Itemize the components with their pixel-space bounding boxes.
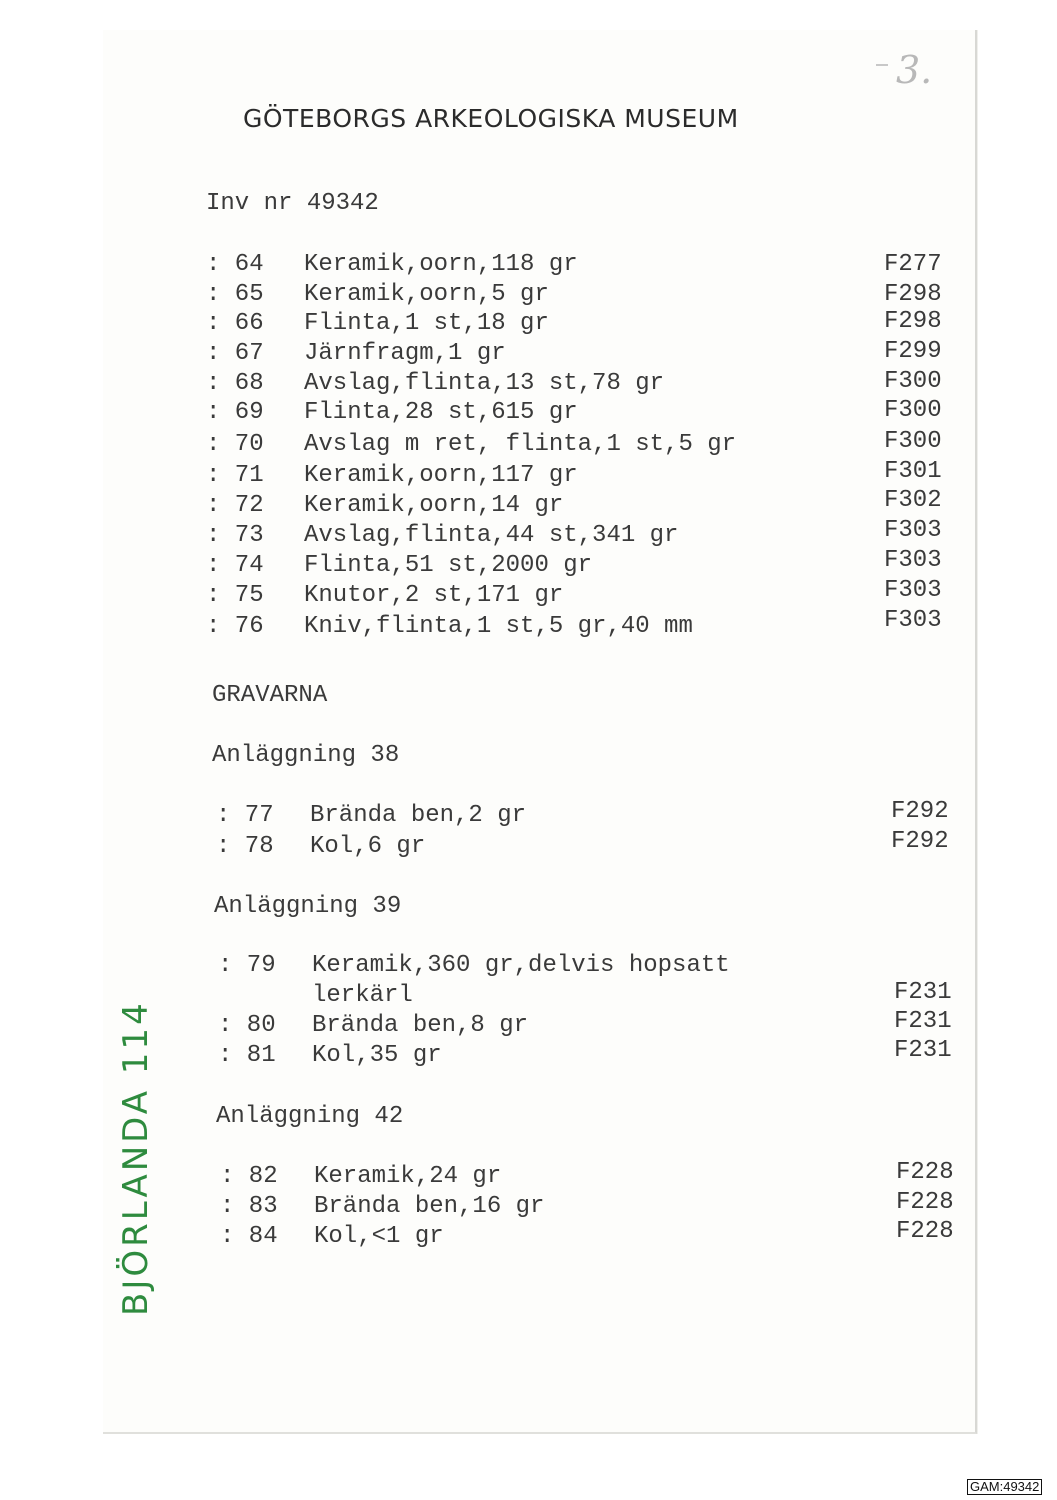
find-code: F302 xyxy=(884,487,942,514)
list-item: : 77 Brända ben,2 gr xyxy=(216,802,527,829)
find-code: F303 xyxy=(884,577,942,604)
list-item: : 72 Keramik,oorn,14 gr xyxy=(206,492,564,519)
find-code: F228 xyxy=(896,1159,954,1186)
list-item: : 71 Keramik,oorn,117 gr xyxy=(206,462,578,489)
find-code: F298 xyxy=(884,281,942,308)
find-code: F299 xyxy=(884,338,942,365)
find-code: F300 xyxy=(884,428,942,455)
subsection-heading: Anläggning 39 xyxy=(214,893,402,920)
find-code: F303 xyxy=(884,517,942,544)
list-item: : 76 Kniv,flinta,1 st,5 gr,40 mm xyxy=(206,613,693,640)
find-code: F303 xyxy=(884,607,942,634)
subsection-heading: Anläggning 38 xyxy=(212,742,400,769)
find-code: F292 xyxy=(891,798,949,825)
archive-id-label: GAM:49342 xyxy=(967,1479,1042,1495)
page-number: 3. xyxy=(896,48,933,92)
list-item: : 70 Avslag m ret, flinta,1 st,5 gr xyxy=(206,431,737,458)
find-code: F303 xyxy=(884,547,942,574)
list-item: : 66 Flinta,1 st,18 gr xyxy=(206,310,549,337)
list-item: : 65 Keramik,oorn,5 gr xyxy=(206,281,549,308)
find-code: F300 xyxy=(884,368,942,395)
find-code: F231 xyxy=(894,979,952,1006)
find-code: F228 xyxy=(896,1189,954,1216)
list-item: : 73 Avslag,flinta,44 st,341 gr xyxy=(206,522,679,549)
find-code: F298 xyxy=(884,308,942,335)
subsection-heading: Anläggning 42 xyxy=(216,1103,404,1130)
find-code: F277 xyxy=(884,251,942,278)
list-item: : 84 Kol,<1 gr xyxy=(220,1223,444,1250)
handwritten-site-note: BJÖRLANDA 114 xyxy=(116,1000,156,1316)
list-item: lerkärl xyxy=(312,982,413,1009)
find-code: F231 xyxy=(894,1008,952,1035)
list-item: : 78 Kol,6 gr xyxy=(216,833,426,860)
find-code: F300 xyxy=(884,397,942,424)
section-heading: GRAVARNA xyxy=(212,682,328,709)
list-item: : 83 Brända ben,16 gr xyxy=(220,1193,545,1220)
list-item: : 82 Keramik,24 gr xyxy=(220,1163,502,1190)
museum-header: GÖTEBORGS ARKEOLOGISKA MUSEUM xyxy=(243,104,739,133)
inventory-number: Inv nr 49342 xyxy=(206,190,379,217)
list-item: : 75 Knutor,2 st,171 gr xyxy=(206,582,564,609)
list-item: : 69 Flinta,28 st,615 gr xyxy=(206,399,578,426)
corner-dash xyxy=(876,64,888,66)
list-item: : 79 Keramik,360 gr,delvis hopsatt xyxy=(218,952,730,979)
find-code: F231 xyxy=(894,1037,952,1064)
list-item: : 80 Brända ben,8 gr xyxy=(218,1012,529,1039)
find-code: F301 xyxy=(884,458,942,485)
find-code: F292 xyxy=(891,828,949,855)
list-item: : 64 Keramik,oorn,118 gr xyxy=(206,251,578,278)
find-code: F228 xyxy=(896,1218,954,1245)
list-item: : 74 Flinta,51 st,2000 gr xyxy=(206,552,593,579)
list-item: : 81 Kol,35 gr xyxy=(218,1042,442,1069)
list-item: : 67 Järnfragm,1 gr xyxy=(206,340,506,367)
list-item: : 68 Avslag,flinta,13 st,78 gr xyxy=(206,370,665,397)
